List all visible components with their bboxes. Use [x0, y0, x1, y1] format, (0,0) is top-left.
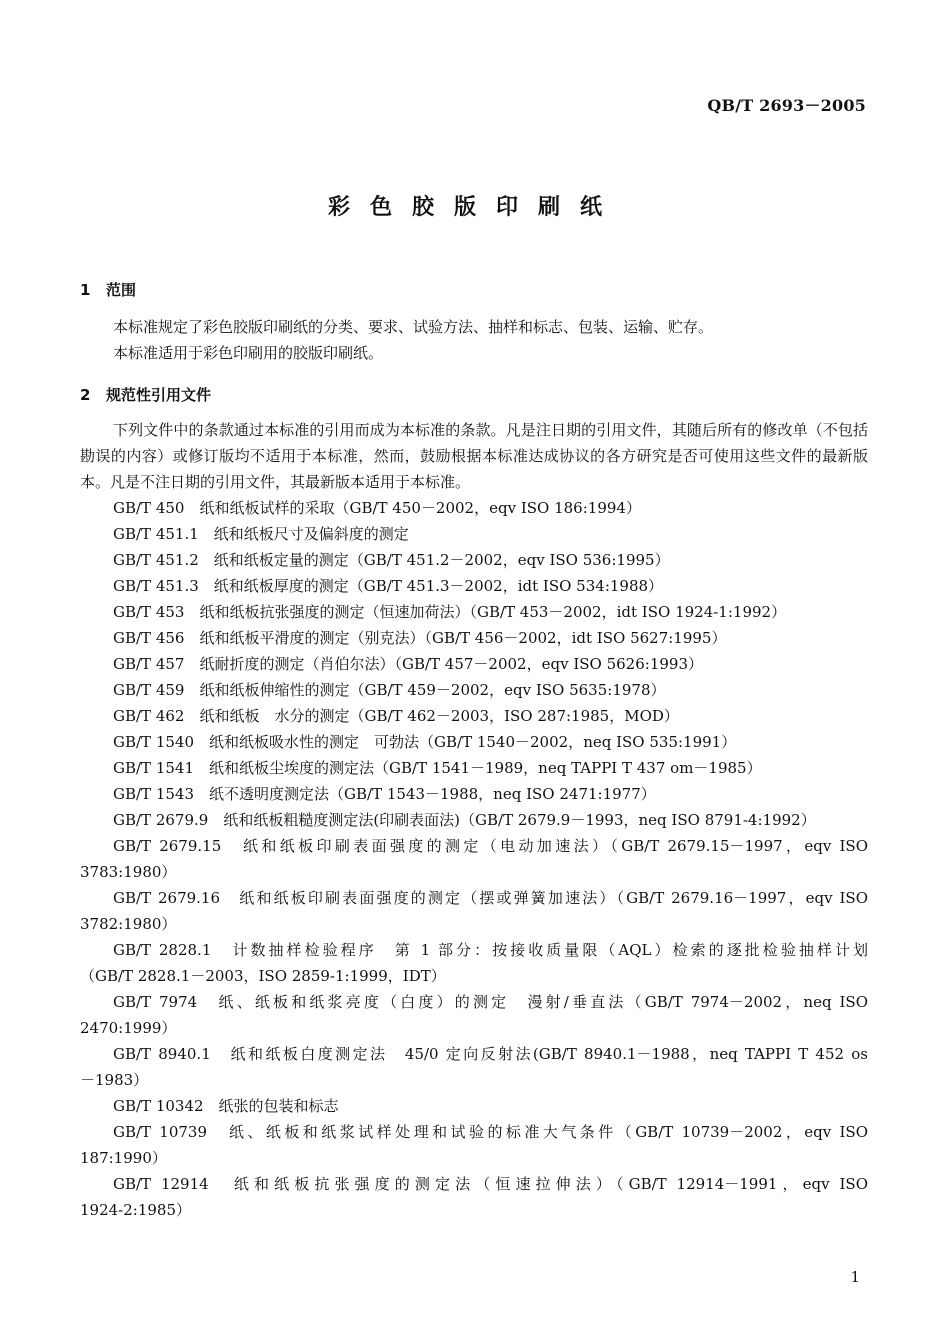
- reference-continuation: 187:1990）: [80, 1149, 167, 1167]
- reference-line: GB/T 457 纸耐折度的测定（肖伯尔法）（GB/T 457－2002，eqv ISO 5626:1993）: [113, 655, 703, 673]
- reference-entry: [80, 521, 868, 547]
- document-title: 彩色胶版印刷纸: [327, 195, 622, 220]
- reference-line: GB/T 453 纸和纸板抗张强度的测定（恒速加荷法）（GB/T 453－2002，idt ISO 1924-1:1992）: [113, 603, 787, 621]
- reference-continuation: －1983）: [80, 1071, 149, 1089]
- section-number: 1: [80, 281, 91, 299]
- reference-line: GB/T 2679.16 纸和纸板印刷表面强度的测定（摆或弹簧加速法）（GB/T 2679.16－1997，eqv ISO: [113, 889, 868, 907]
- reference-entry: [80, 989, 868, 1041]
- reference-line: GB/T 1540 纸和纸板吸水性的测定 可勃法（GB/T 1540－2002，neq ISO 535:1991）: [113, 733, 737, 751]
- reference-line: GB/T 1543 纸不透明度测定法（GB/T 1543－1988，neq ISO 2471:1977）: [113, 785, 656, 803]
- reference-line: GB/T 2679.15 纸和纸板印刷表面强度的测定（电动加速法）（GB/T 2679.15－1997，eqv ISO: [113, 837, 868, 855]
- section-number: 2: [80, 386, 91, 404]
- reference-entry: [80, 755, 868, 781]
- reference-line: GB/T 462 纸和纸板 水分的测定（GB/T 462－2003，ISO 287:1985，MOD）: [113, 707, 679, 725]
- reference-entry: [80, 1171, 868, 1223]
- reference-entry: [80, 807, 868, 833]
- section-2-heading: [80, 384, 211, 405]
- reference-entry: [80, 677, 868, 703]
- scope-paragraph-1: 本标准规定了彩色胶版印刷纸的分类、要求、试验方法、抽样和标志、包装、运输、贮存。: [113, 318, 714, 336]
- page-number: 1: [850, 1268, 860, 1286]
- reference-line: GB/T 450 纸和纸板试样的采取（GB/T 450－2002，eqv ISO 186:1994）: [113, 499, 641, 517]
- reference-line: GB/T 10739 纸、纸板和纸浆试样处理和试验的标准大气条件（GB/T 10739－2002，eqv ISO: [113, 1123, 868, 1141]
- reference-entry: [80, 833, 868, 885]
- reference-line: GB/T 8940.1 纸和纸板白度测定法 45/0 定向反射法(GB/T 8940.1－1988，neq TAPPI T 452 os: [113, 1045, 868, 1063]
- reference-line: GB/T 10342 纸张的包装和标志: [113, 1097, 339, 1115]
- reference-entry: [80, 781, 868, 807]
- reference-entry: [80, 599, 868, 625]
- reference-entry: [80, 573, 868, 599]
- reference-line: GB/T 451.3 纸和纸板厚度的测定（GB/T 451.3－2002，idt ISO 534:1988）: [113, 577, 664, 595]
- reference-entry: [80, 495, 868, 521]
- reference-line: GB/T 451.1 纸和纸板尺寸及偏斜度的测定: [113, 525, 409, 543]
- reference-line: GB/T 12914 纸和纸板抗张强度的测定法（恒速拉伸法）（GB/T 12914－1991，eqv ISO: [113, 1175, 868, 1193]
- reference-line: GB/T 2828.1 计数抽样检验程序 第 1 部分：按接收质量限（AQL）检索的逐批检验抽样计划: [113, 941, 868, 959]
- reference-line: GB/T 456 纸和纸板平滑度的测定（别克法）（GB/T 456－2002，idt ISO 5627:1995）: [113, 629, 727, 647]
- reference-entry: [80, 1119, 868, 1171]
- reference-continuation: 3783:1980）: [80, 863, 177, 881]
- reference-entry: [80, 729, 868, 755]
- section-title: 规范性引用文件: [106, 386, 212, 404]
- reference-continuation: 1924-2:1985）: [80, 1201, 192, 1219]
- reference-line: GB/T 451.2 纸和纸板定量的测定（GB/T 451.2－2002，eqv ISO 536:1995）: [113, 551, 670, 569]
- reference-line: GB/T 459 纸和纸板伸缩性的测定（GB/T 459－2002，eqv ISO 5635:1978）: [113, 681, 666, 699]
- section-title: 范围: [106, 281, 137, 299]
- reference-entry: [80, 1093, 868, 1119]
- reference-entry: [80, 885, 868, 937]
- reference-entry: [80, 937, 868, 989]
- reference-continuation: 2470:1999）: [80, 1019, 177, 1037]
- reference-entry: [80, 1041, 868, 1093]
- reference-entry: [80, 651, 868, 677]
- reference-entry: [80, 547, 868, 573]
- section-1-heading: [80, 279, 136, 300]
- standard-code: QB/T 2693－2005: [707, 96, 866, 115]
- reference-continuation: 3782:1980）: [80, 915, 177, 933]
- reference-continuation: （GB/T 2828.1－2003，ISO 2859-1:1999，IDT）: [80, 967, 446, 985]
- scope-paragraph-2: 本标准适用于彩色印刷用的胶版印刷纸。: [113, 344, 384, 362]
- reference-line: GB/T 1541 纸和纸板尘埃度的测定法（GB/T 1541－1989，neq TAPPI T 437 om－1985）: [113, 759, 762, 777]
- reference-entry: [80, 625, 868, 651]
- reference-line: GB/T 7974 纸、纸板和纸浆亮度（白度）的测定 漫射/垂直法（GB/T 7974－2002，neq ISO: [113, 993, 868, 1011]
- references-intro: 下列文件中的条款通过本标准的引用而成为本标准的条款。凡是注日期的引用文件，其随后所有的修改单（不包括勘误的内容）或修订版均不适用于本标准，然而，鼓励根据本标准达成协议的各方研究是否可使用这些文件的最新版本。凡是不注日期的引用文件，其最新版本适用于本标准。: [80, 421, 868, 491]
- reference-line: GB/T 2679.9 纸和纸板粗糙度测定法(印刷表面法)（GB/T 2679.9－1993，neq ISO 8791-4:1992）: [113, 811, 816, 829]
- reference-entry: [80, 703, 868, 729]
